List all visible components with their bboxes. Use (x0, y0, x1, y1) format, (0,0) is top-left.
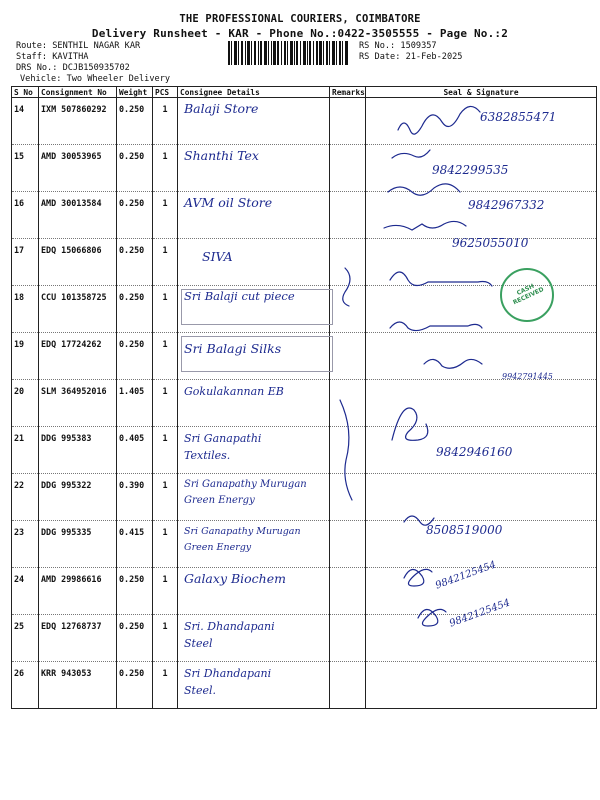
phone-15: 9842299535 (432, 163, 509, 177)
cell-weight: 0.250 (117, 192, 153, 239)
cell-consignee (178, 521, 330, 568)
cell-weight: 0.250 (117, 145, 153, 192)
cell-pcs: 1 (153, 568, 178, 615)
cell-signature (366, 662, 597, 709)
cell-remarks (330, 192, 366, 239)
table-row (12, 380, 597, 427)
cell-weight: 0.250 (117, 615, 153, 662)
consignee-handwriting: Sri Balaji cut piece (184, 289, 295, 303)
col-consignment: Consignment No (39, 87, 117, 98)
cell-weight: 0.250 (117, 239, 153, 286)
runsheet-subtitle: Delivery Runsheet - KAR - Phone No.:0422-3505555 - Page No.:2 (91, 27, 509, 40)
phone-17: 9625055010 (452, 236, 529, 250)
consignee-handwriting: Shanthi Tex (184, 148, 259, 163)
cell-consignment: AMD 30053965 (39, 145, 117, 192)
cell-remarks (330, 427, 366, 474)
cell-sno: 24 (12, 568, 39, 615)
cell-weight: 0.405 (117, 427, 153, 474)
barcode (228, 41, 348, 65)
cell-pcs: 1 (153, 98, 178, 145)
phone-24: 8508519000 (426, 523, 503, 537)
table-header-row (12, 87, 597, 98)
drs-number: DRS No.: DCJB150935702 (16, 63, 130, 73)
phone-16: 9842967332 (468, 198, 545, 212)
cell-weight: 0.250 (117, 333, 153, 380)
col-pcs: PCS (153, 87, 178, 98)
cell-pcs: 1 (153, 521, 178, 568)
consignee-handwriting: Sri Ganapathy Murugan Green Energy (184, 526, 301, 553)
cell-signature (366, 333, 597, 380)
consignee-handwriting: SIVA (202, 249, 233, 264)
cell-consignee (178, 427, 330, 474)
phone-26: 9842125454 (448, 597, 512, 630)
cell-consignee (178, 192, 330, 239)
cell-sno: 22 (12, 474, 39, 521)
cell-sno: 15 (12, 145, 39, 192)
table-row (12, 615, 597, 662)
rs-number: RS No.: 1509357 (359, 41, 437, 51)
col-sno: S No (12, 87, 39, 98)
consignee-handwriting: Sri Dhandapani Steel. (184, 667, 272, 697)
phone-25: 9842125454 (434, 559, 498, 592)
phone-14: 6382855471 (480, 110, 557, 124)
cell-remarks (330, 98, 366, 145)
cell-weight: 0.250 (117, 662, 153, 709)
cell-remarks (330, 474, 366, 521)
cell-consignee (178, 145, 330, 192)
col-seal-signature: Seal & Signature (366, 87, 597, 98)
consignee-handwriting: AVM oil Store (184, 195, 273, 210)
cell-signature (366, 615, 597, 662)
cell-consignment: IXM 507860292 (39, 98, 117, 145)
cell-signature (366, 474, 597, 521)
cell-consignee (178, 286, 330, 333)
cell-consignment: DDG 995335 (39, 521, 117, 568)
stamp-text: CASH RECEIVED (511, 282, 545, 307)
consignee-handwriting: Sri. Dhandapani Steel (184, 620, 275, 650)
rs-date: RS Date: 21-Feb-2025 (359, 52, 463, 62)
cell-weight: 1.405 (117, 380, 153, 427)
cell-signature (366, 380, 597, 427)
cell-pcs: 1 (153, 662, 178, 709)
col-remarks: Remarks (330, 87, 366, 98)
staff-label: Staff: KAVITHA (16, 52, 89, 62)
cell-weight: 0.250 (117, 568, 153, 615)
cell-consignment: CCU 101358725 (39, 286, 117, 333)
cell-sno: 21 (12, 427, 39, 474)
phone-22: 9842946160 (436, 445, 513, 459)
cell-pcs: 1 (153, 615, 178, 662)
route-label: Route: SENTHIL NAGAR KAR (16, 41, 141, 51)
cell-consignment: AMD 29986616 (39, 568, 117, 615)
cell-sno: 17 (12, 239, 39, 286)
cell-consignment: EDQ 17724262 (39, 333, 117, 380)
consignee-handwriting: Galaxy Biochem (184, 571, 286, 586)
cell-remarks (330, 333, 366, 380)
cell-consignment: EDQ 12768737 (39, 615, 117, 662)
consignee-handwriting: Sri Ganapathy Murugan Green Energy (184, 479, 307, 506)
runsheet-table (11, 86, 597, 709)
cell-pcs: 1 (153, 286, 178, 333)
cell-remarks (330, 662, 366, 709)
cell-remarks (330, 568, 366, 615)
cell-consignee (178, 98, 330, 145)
cell-remarks (330, 380, 366, 427)
cell-weight: 0.250 (117, 98, 153, 145)
cell-pcs: 1 (153, 474, 178, 521)
table-row (12, 662, 597, 709)
table-row (12, 474, 597, 521)
company-title: THE PROFESSIONAL COURIERS, COIMBATORE (179, 13, 421, 25)
cell-consignee (178, 568, 330, 615)
vehicle-label: Vehicle: Two Wheeler Delivery (20, 74, 171, 84)
table-row (12, 145, 597, 192)
col-weight: Weight (117, 87, 153, 98)
cell-consignee (178, 333, 330, 380)
cell-consignee (178, 380, 330, 427)
consignee-handwriting: Balaji Store (184, 101, 259, 116)
cell-consignment: DDG 995322 (39, 474, 117, 521)
cell-pcs: 1 (153, 239, 178, 286)
cell-sno: 25 (12, 615, 39, 662)
consignee-handwriting: Sri Ganapathi Textiles. (184, 432, 262, 462)
cell-consignment: EDQ 15066806 (39, 239, 117, 286)
cell-sno: 23 (12, 521, 39, 568)
cell-consignee (178, 615, 330, 662)
col-consignee: Consignee Details (178, 87, 330, 98)
cell-remarks (330, 521, 366, 568)
cell-pcs: 1 (153, 333, 178, 380)
cell-sno: 20 (12, 380, 39, 427)
cell-pcs: 1 (153, 145, 178, 192)
cell-consignee (178, 239, 330, 286)
consignee-handwriting: Gokulakannan EB (184, 385, 284, 398)
cell-sno: 26 (12, 662, 39, 709)
cell-pcs: 1 (153, 380, 178, 427)
cell-consignment: SLM 364952016 (39, 380, 117, 427)
consignee-handwriting: Sri Balagi Silks (184, 341, 282, 356)
cell-consignment: KRR 943053 (39, 662, 117, 709)
cell-weight: 0.415 (117, 521, 153, 568)
cell-consignment: AMD 30013584 (39, 192, 117, 239)
cash-received-stamp (500, 268, 554, 322)
cell-consignee (178, 662, 330, 709)
cell-remarks (330, 145, 366, 192)
cell-consignee (178, 474, 330, 521)
cell-consignment: DDG 995383 (39, 427, 117, 474)
cell-sno: 18 (12, 286, 39, 333)
phone-20: 9942791445 (502, 372, 553, 381)
cell-weight: 0.250 (117, 286, 153, 333)
table-row (12, 521, 597, 568)
cell-remarks (330, 239, 366, 286)
cell-pcs: 1 (153, 427, 178, 474)
cell-signature (366, 286, 597, 333)
cell-sno: 19 (12, 333, 39, 380)
cell-sno: 16 (12, 192, 39, 239)
cell-pcs: 1 (153, 192, 178, 239)
cell-weight: 0.390 (117, 474, 153, 521)
cell-sno: 14 (12, 98, 39, 145)
cell-remarks (330, 615, 366, 662)
cell-remarks (330, 286, 366, 333)
